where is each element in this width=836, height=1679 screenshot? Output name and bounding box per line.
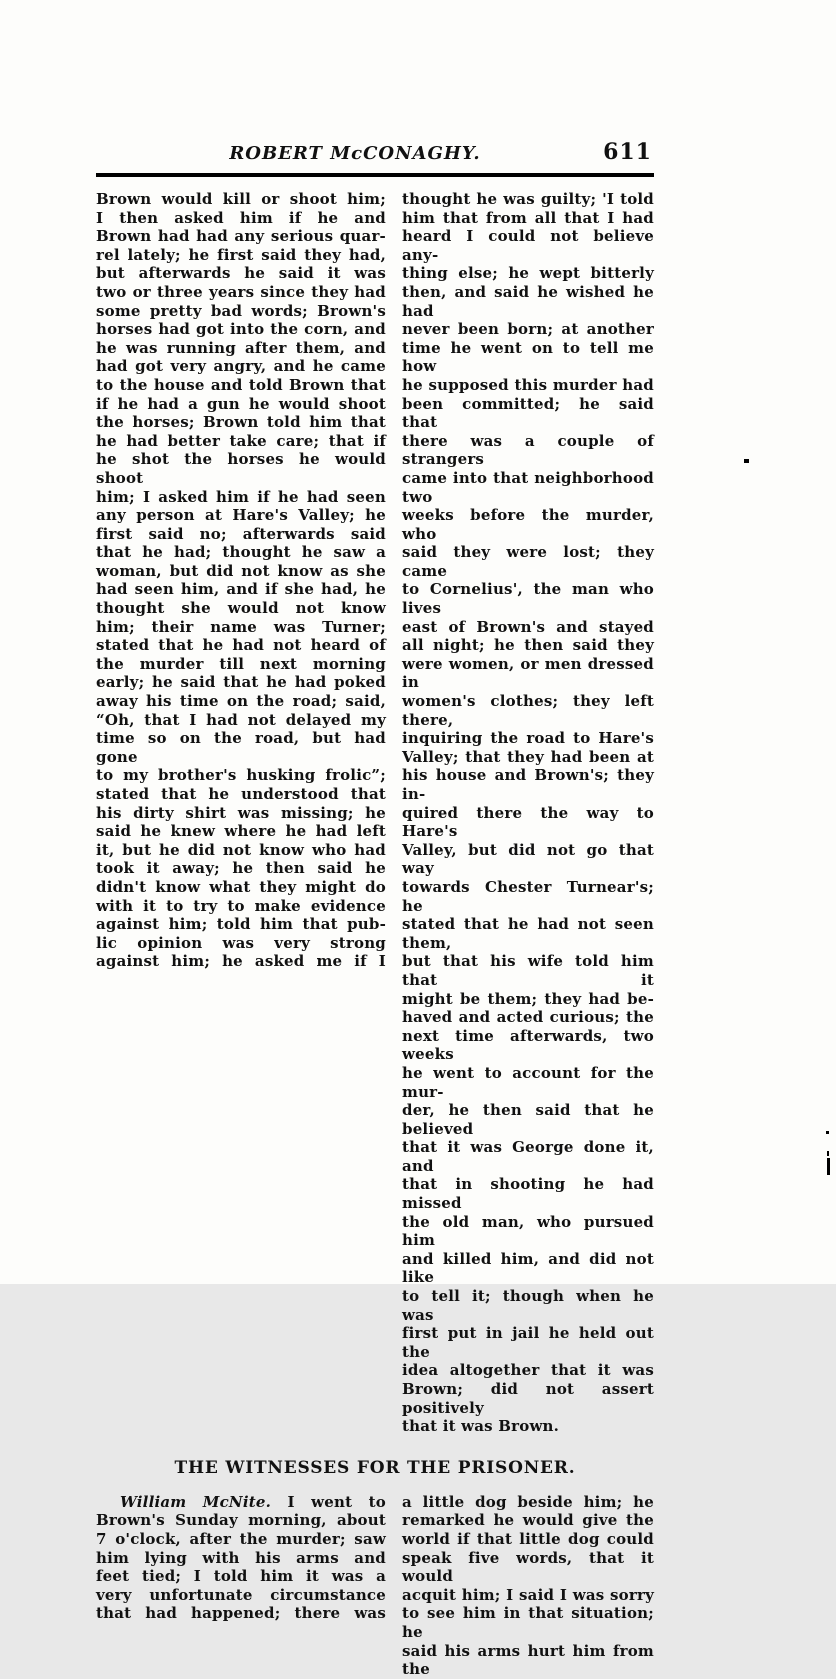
text-line: lic opinion was very strong bbox=[96, 933, 386, 952]
text-line: said his arms hurt him from the bbox=[402, 1641, 654, 1679]
text-line: it, but he did not know who had bbox=[96, 840, 386, 859]
text-line: acquit him; I said I was sorry bbox=[402, 1585, 654, 1604]
text-line: he supposed this murder had bbox=[402, 375, 654, 394]
running-head bbox=[96, 141, 654, 169]
text-line: to see him in that situation; he bbox=[402, 1604, 654, 1641]
text-line: remarked he would give the bbox=[402, 1511, 654, 1530]
text-line: first said no; afterwards said bbox=[96, 524, 386, 543]
text-line: Brown's Sunday morning, about bbox=[96, 1511, 386, 1530]
text-line: east of Brown's and stayed bbox=[402, 617, 654, 636]
text-block bbox=[96, 141, 654, 1679]
text-line: didn't know what they might do bbox=[96, 877, 386, 896]
text-line: to Cornelius', the man who lives bbox=[402, 580, 654, 618]
scan-speck bbox=[744, 459, 749, 463]
text-line: time he went on to tell me how bbox=[402, 338, 654, 376]
text-line: the horses; Brown told him that bbox=[96, 413, 386, 432]
text-line: thing else; he wept bitterly bbox=[402, 264, 654, 283]
text-line: away his time on the road; said, bbox=[96, 692, 386, 711]
text-line: haved and acted curious; the bbox=[402, 1008, 654, 1027]
text-line: his dirty shirt was missing; he bbox=[96, 803, 386, 822]
text-line: him lying with his arms and bbox=[96, 1548, 386, 1567]
witness-right-column bbox=[402, 1493, 654, 1679]
text-line: said he knew where he had left bbox=[96, 822, 386, 841]
text-line: Brown; did not assert positively bbox=[402, 1380, 654, 1417]
text-line: woman, but did not know as she bbox=[96, 561, 386, 580]
text-line: never been born; at another bbox=[402, 320, 654, 339]
witness-left-lines bbox=[96, 1511, 386, 1623]
text-line: Valley; that they had been at bbox=[402, 747, 654, 766]
text-line: then, and said he wished he had bbox=[402, 282, 654, 320]
text-line: women's clothes; they left there, bbox=[402, 692, 654, 729]
text-line: to my brother's husking frolic”; bbox=[96, 766, 386, 785]
text-line: der, he then said that he believed bbox=[402, 1101, 654, 1138]
text-line: he had better take care; that if bbox=[96, 431, 386, 450]
text-line: quired there the way to Hare's bbox=[402, 803, 654, 841]
text-line: took it away; he then said he bbox=[96, 859, 386, 878]
text-line: his house and Brown's; they in- bbox=[402, 766, 654, 803]
text-line: against him; told him that pub- bbox=[96, 915, 386, 934]
text-line: heard I could not believe any- bbox=[402, 227, 654, 264]
text-line: rel lately; he first said they had, bbox=[96, 245, 386, 264]
text-line: him; I asked him if he had seen bbox=[96, 487, 386, 506]
scan-dot bbox=[826, 1131, 829, 1134]
text-line: that he had; thought he saw a bbox=[96, 543, 386, 562]
text-line: weeks before the murder, who bbox=[402, 506, 654, 543]
scan-dash-short bbox=[827, 1151, 829, 1156]
text-line: but afterwards he said it was bbox=[96, 264, 386, 283]
text-line: next time afterwards, two weeks bbox=[402, 1026, 654, 1064]
text-line: first put in jail he held out the bbox=[402, 1324, 654, 1361]
text-line: two or three years since they had bbox=[96, 282, 386, 301]
witness-columns bbox=[96, 1493, 654, 1679]
section-heading: THE WITNESSES FOR THE PRISONER. bbox=[174, 1457, 576, 1478]
text-line: that it was Brown. bbox=[402, 1417, 560, 1436]
text-line: I then asked him if he and bbox=[96, 208, 386, 227]
text-line: “Oh, that I had not delayed my bbox=[96, 710, 386, 729]
text-line: said they were lost; they came bbox=[402, 543, 654, 580]
text-line: thought she would not know bbox=[96, 599, 386, 618]
text-line: stated that he had not seen them, bbox=[402, 915, 654, 952]
text-line: but that his wife told him that it bbox=[402, 952, 654, 989]
header-rule bbox=[96, 173, 654, 177]
text-line: been committed; he said that bbox=[402, 394, 654, 432]
text-line: against him; he asked me if I bbox=[96, 952, 386, 971]
text-line: that it was George done it, and bbox=[402, 1138, 654, 1175]
testimony-left-column bbox=[96, 190, 386, 1436]
text-line bbox=[96, 1493, 386, 1512]
text-line: speak five words, that it would bbox=[402, 1548, 654, 1586]
text-line: towards Chester Turnear's; he bbox=[402, 877, 654, 915]
text-line: were women, or men dressed in bbox=[402, 654, 654, 692]
witness-name: William McNite. bbox=[120, 1492, 272, 1511]
text-line: him that from all that I had bbox=[402, 208, 654, 227]
scan-dash-long bbox=[827, 1158, 830, 1175]
text-line: idea altogether that it was bbox=[402, 1361, 654, 1380]
text-line: that had happened; there was bbox=[96, 1604, 386, 1623]
text-line: him; their name was Turner; bbox=[96, 617, 386, 636]
text-line: thought he was guilty; 'I told bbox=[402, 190, 654, 208]
text-line: might be them; they had be- bbox=[402, 989, 654, 1008]
text-line: Valley, but did not go that way bbox=[402, 840, 654, 878]
text-line: and killed him, and did not like bbox=[402, 1249, 654, 1287]
page-number: 611 bbox=[603, 139, 652, 165]
text-line: he went to account for the mur- bbox=[402, 1063, 654, 1101]
text-line: stated that he had not heard of bbox=[96, 636, 386, 655]
text-line: had got very angry, and he came bbox=[96, 357, 386, 376]
text-line: horses had got into the corn, and bbox=[96, 320, 386, 339]
text-line: the murder till next morning bbox=[96, 654, 386, 673]
lead-rest: I went to bbox=[287, 1492, 386, 1511]
text-line: to the house and told Brown that bbox=[96, 375, 386, 394]
text-line: if he had a gun he would shoot bbox=[96, 394, 386, 413]
witness-left-column bbox=[96, 1493, 386, 1679]
text-line: the old man, who pursued him bbox=[402, 1212, 654, 1250]
text-line: early; he said that he had poked bbox=[96, 673, 386, 692]
text-line: time so on the road, but had gone bbox=[96, 729, 386, 766]
text-line: there was a couple of strangers bbox=[402, 431, 654, 469]
text-line: feet tied; I told him it was a bbox=[96, 1567, 386, 1586]
text-line: world if that little dog could bbox=[402, 1529, 654, 1548]
text-line: to tell it; though when he was bbox=[402, 1287, 654, 1324]
text-line: any person at Hare's Valley; he bbox=[96, 506, 386, 525]
text-line: stated that he understood that bbox=[96, 785, 386, 803]
text-line: a little dog beside him; he bbox=[402, 1492, 654, 1511]
text-line: he was running after them, and bbox=[96, 338, 386, 357]
text-line: some pretty bad words; Brown's bbox=[96, 301, 386, 320]
testimony-columns bbox=[96, 190, 654, 1436]
text-line: all night; he then said they bbox=[402, 636, 654, 655]
text-line: Brown had had any serious quar- bbox=[96, 227, 386, 246]
text-line: inquiring the road to Hare's bbox=[402, 729, 654, 748]
text-line: he shot the horses he would shoot bbox=[96, 450, 386, 487]
text-line: 7 o'clock, after the murder; saw bbox=[96, 1529, 386, 1548]
text-line: very unfortunate circumstance bbox=[96, 1585, 386, 1604]
text-line: that in shooting he had missed bbox=[402, 1175, 654, 1213]
page-title: ROBERT McCONAGHY. bbox=[229, 143, 481, 164]
text-line: with it to try to make evidence bbox=[96, 896, 386, 915]
text-line: came into that neighborhood two bbox=[402, 468, 654, 506]
text-line: had seen him, and if she had, he bbox=[96, 580, 386, 599]
text-line: Brown would kill or shoot him; bbox=[96, 190, 386, 208]
testimony-right-column bbox=[402, 190, 654, 1436]
